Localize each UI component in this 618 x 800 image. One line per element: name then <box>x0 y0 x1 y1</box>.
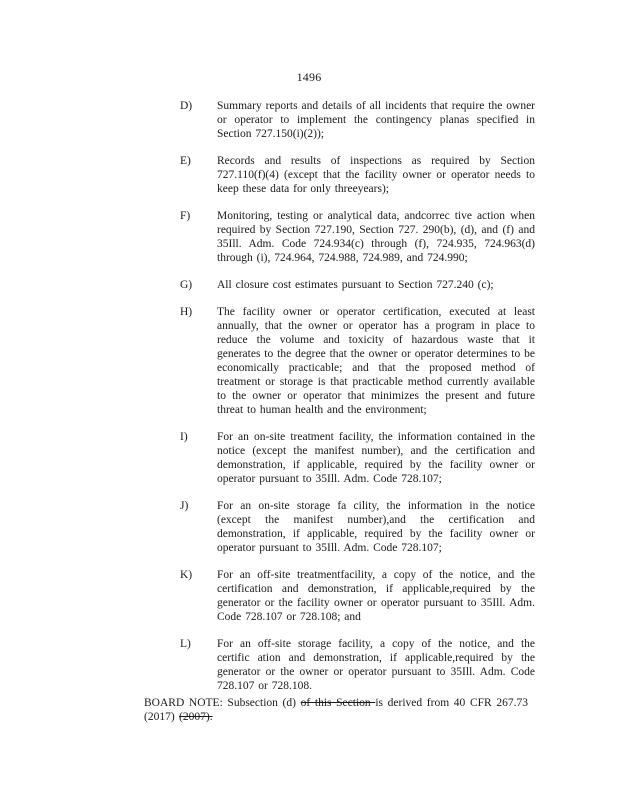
subsection-list <box>180 99 540 706</box>
list-item <box>180 209 540 265</box>
item-text: For an off-site treatmentfacility, a copy of the notice, and the certification and demonstration, if applicable,required by the generator or the facility owner or operator pursuant to 35Ill. Adm. Code 728.107 or 728.108; and <box>217 569 535 623</box>
item-letter: K) <box>180 569 193 581</box>
item-letter: D) <box>180 100 193 112</box>
item-letter: L) <box>180 638 191 650</box>
item-letter: I) <box>180 431 188 443</box>
item-letter: G) <box>180 279 193 291</box>
item-text: The facility owner or operator certification, executed at least annually, that the owner or operator has a program in place to reduce the volume and toxicity of hazardous waste that it generates to the degree that the owner or operator determines to be economically practicable; and that the proposed method of treatment or storage is that practicable method currently available to the owner or operator that minimizes the present and future threat to human health and the environment; <box>217 306 535 416</box>
page-number: 1496 <box>296 70 322 84</box>
item-text: Monitoring, testing or analytical data, andcorrec tive action when required by Section 727.190, Section 727. 290(b), (d), and (f) and 35Ill. Adm. Code 724.934(c) through (f), 724.935, 724.963(d) through (i), 724.964, 724.988, 724.989, and 724.990; <box>217 210 535 264</box>
list-item <box>180 154 540 196</box>
item-text: For an on-site treatment facility, the information contained in the notice (except the manifest number), and the certification and demonstration, if applicable, required by the facility owner or operator pursuant to 35Ill. Adm. Code 728.107; <box>217 431 535 485</box>
list-item <box>180 430 540 486</box>
item-letter: H) <box>180 306 193 318</box>
deleted-text: (2007). <box>179 711 213 723</box>
item-text: Summary reports and details of all incidents that require the owner or operator to implement the contingency planas specified in Section 727.150(i)(2)); <box>217 100 535 140</box>
item-text: All closure cost estimates pursuant to Section 727.240 (c); <box>217 279 494 291</box>
list-item <box>180 99 540 141</box>
item-letter: F) <box>180 210 191 222</box>
deleted-text: of this Section <box>300 697 376 709</box>
list-item <box>180 305 540 417</box>
board-note <box>144 696 528 724</box>
list-item <box>180 499 540 555</box>
item-letter: E) <box>180 155 191 167</box>
item-letter: J) <box>180 500 189 512</box>
board-note-text: is derived from 40 CFR 267.73 (2017) <box>144 697 528 723</box>
item-text: For an off-site storage facility, a copy of the notice, and the certific ation and demonstration, if applicable,required by the generator or the owner or operator pursuant to 35Ill. Adm. Code 728.107 or 728.108. <box>217 638 535 692</box>
list-item <box>180 278 540 292</box>
item-text: For an on-site storage fa cility, the information in the notice (except the manifest number),and the certification and demonstration, if applicable, required by the facility owner or operator pursuant to 35Ill. Adm. Code 728.107; <box>217 500 535 554</box>
list-item <box>180 637 540 693</box>
board-note-text: BOARD NOTE: Subsection (d) <box>144 697 301 709</box>
item-text: Records and results of inspections as required by Section 727.110(f)(4) (except that the facility owner or operator needs to keep these data for only threeyears); <box>217 155 535 195</box>
list-item <box>180 568 540 624</box>
